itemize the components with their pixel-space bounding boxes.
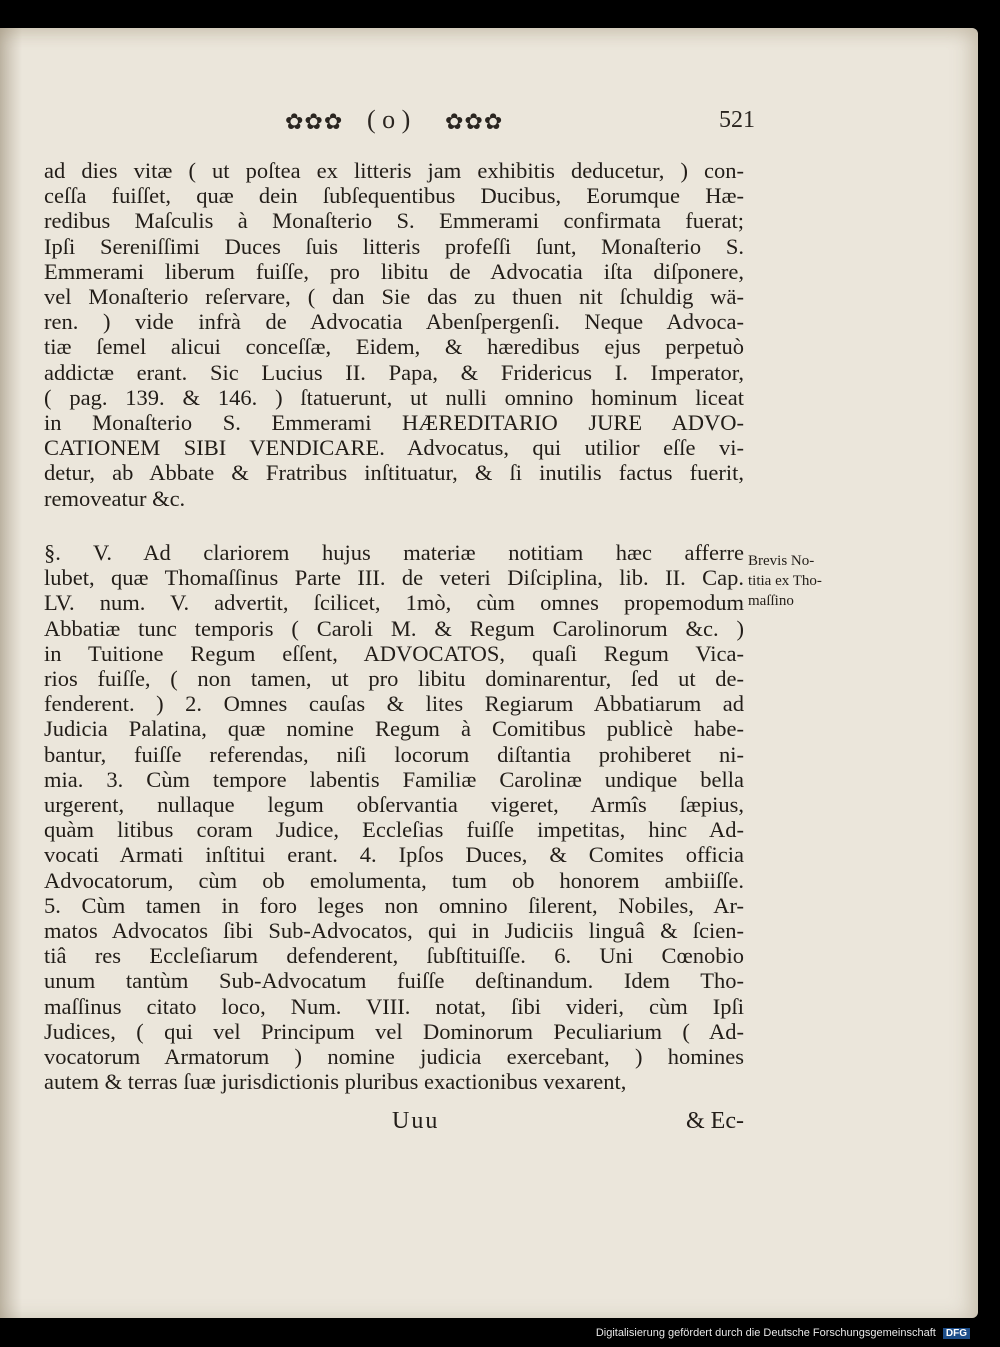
text-line: vocatorum Armatorum ) nomine judicia exercebant, ) homines: [44, 1044, 744, 1070]
text-line: ren. ) vide infrà de Advocatia Abenſpergenſi. Neque Advoca-: [44, 309, 744, 335]
text-line: Emmerami liberum fuiſſe, pro libitu de Advocatia iſta diſponere,: [44, 258, 744, 284]
signature-mark: Uuu: [392, 1108, 440, 1134]
digitization-credit: [596, 1327, 970, 1339]
text-line: rios fuiſſe, ( non tamen, ut pro libitu dominarentur, ſed ut de-: [44, 666, 744, 692]
text-line: §. V. Ad clariorem hujus materiæ notitiam hæc afferre: [44, 540, 744, 565]
margin-note-line: titia ex Tho-: [748, 573, 822, 589]
text-line: quàm litibus coram Judice, Eccleſias fuiſſe impetitas, hinc Ad-: [44, 817, 744, 843]
text-line: LV. num. V. advertit, ſcilicet, 1mò, cùm omnes propemodum: [44, 590, 744, 616]
text-line: ad dies vitæ ( ut poſtea ex litteris jam exhibitis deducetur, ) con-: [44, 158, 744, 183]
page-footer: [44, 1108, 744, 1138]
text-line: detur, ab Abbate & Fratribus inſtituatur, & ſi inutilis factus fuerit,: [44, 460, 744, 486]
text-line: removeatur &c.: [44, 485, 186, 511]
text-line: Judices, ( qui vel Principum vel Dominorum Peculiarium ( Ad-: [44, 1018, 744, 1044]
text-line: redibus Maſculis à Monaſterio S. Emmerami confirmata fuerat;: [44, 208, 744, 234]
text-line: CATIONEM SIBI VENDICARE. Advocatus, qui utilior eſſe vi-: [44, 435, 744, 461]
text-line: lubet, quæ Thomaſſinus Parte III. de veteri Diſciplina, lib. II. Cap.: [44, 565, 744, 591]
header-mark: ( o ): [367, 105, 411, 134]
text-line: Abbatiæ tunc temporis ( Caroli M. & Regum Carolinorum &c. ): [44, 615, 744, 641]
text-line: mia. 3. Cùm tempore labentis Familiæ Carolinæ undique bella: [44, 766, 744, 792]
text-line: Ipſi Sereniſſimi Duces ſuis litteris profeſſi ſunt, Monaſterio S.: [44, 233, 744, 259]
text-line: in Tuitione Regum eſſent, ADVOCATOS, quaſi Regum Vica-: [44, 640, 744, 666]
margin-note: [748, 551, 823, 611]
text-line: tiâ res Eccleſiarum defenderent, ſubſtituiſſe. 6. Uni Cœnobio: [44, 943, 744, 969]
header-ornament-right: ✿✿✿: [445, 109, 504, 134]
text-line: unum tantùm Sub-Advocatum fuiſſe deſtinandum. Idem Tho-: [44, 968, 744, 994]
header-ornament-left: ✿✿✿: [285, 109, 344, 134]
page-number: 521: [719, 107, 755, 133]
text-line: ceſſa fuiſſet, quæ dein ſubſequentibus Ducibus, Eorumque Hæ-: [44, 183, 744, 209]
text-line: vel Monaſterio reſervare, ( dan Sie das zu thuen nit ſchuldig wä-: [44, 284, 744, 310]
text-line: fenderent. ) 2. Omnes cauſas & lites Regiarum Abbatiarum ad: [44, 691, 744, 717]
text-line: Judicia Palatina, quæ nomine Regum à Comitibus publicè habe-: [44, 716, 744, 742]
text-line: 5. Cùm tamen in foro leges non omnino ſilerent, Nobiles, Ar-: [44, 892, 744, 918]
text-line: matos Advocatos ſibi Sub-Advocatos, qui in Judiciis linguâ & ſcien-: [44, 918, 744, 944]
text-line: bantur, fuiſſe referendas, niſi locorum diſtantia prohiberet ni-: [44, 741, 744, 767]
text-line: addictæ erant. Sic Lucius II. Papa, & Fridericus I. Imperator,: [44, 359, 744, 385]
dfg-logo: DFG: [943, 1328, 970, 1339]
paragraph-continuation: [44, 158, 744, 511]
credit-text: Digitalisierung gefördert durch die Deutsche Forschungsgemeinschaft: [595, 1327, 936, 1339]
text-line: ( pag. 139. & 146. ) ſtatuerunt, ut nulli omnino hominum liceat: [44, 384, 744, 410]
paragraph-section-v: [44, 540, 744, 1094]
text-line: tiæ ſemel alicui conceſſæ, Eidem, & hæredibus ejus perpetuò: [44, 334, 744, 360]
text-line: Advocatorum, cùm ob emolumenta, tum ob honorem ambiiſſe.: [44, 867, 744, 893]
page-header: [285, 103, 755, 143]
text-line: in Monaſterio S. Emmerami HÆREDITARIO JURE ADVO-: [44, 410, 744, 436]
text-line: urgerent, nullaque legum obſervantia vigeret, Armîs ſæpius,: [44, 792, 744, 818]
text-line: autem & terras ſuæ jurisdictionis pluribus exactionibus vexarent,: [44, 1069, 627, 1095]
text-line: maſſinus citato loco, Num. VIII. notat, ſibi videri, cùm Ipſi: [44, 993, 744, 1019]
catchword: & Ec-: [686, 1108, 744, 1134]
text-line: vocati Armati inſtitui erant. 4. Ipſos Duces, & Comites officia: [44, 842, 744, 868]
margin-note-line: Brevis No-: [748, 553, 815, 569]
margin-note-line: maſſino: [748, 593, 794, 609]
